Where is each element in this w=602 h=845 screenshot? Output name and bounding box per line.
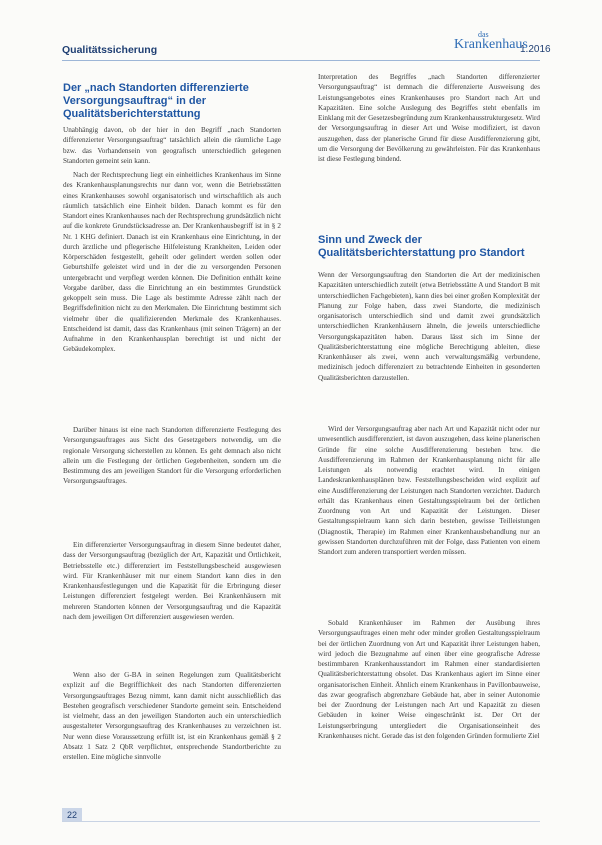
body-paragraph: Sobald Krankenhäuser im Rahmen der Ausübung ihres Versorgungsauftrages einen mehr oder minder großen Gestaltungsspielraum bei der örtlichen Zuordnung von Art und Kapazität ihrer Leistungen haben, wird jedoch die Bezugnahme auf einen über eine geografische Adresse bestimmbaren Krankenhausstandort im Rahmen einer standardisierten Qualitätsberichterstattung obsolet. Das Krankenhaus agiert im Sinne einer organisatorischen Einheit. Ähnlich einem Krankenhaus in Pavillonbauweise, das zwar geografisch abgrenzbare Gebäude hat, aber in seiner Autonomie bei der Zuordnung der Leistungen nach Art und Kapazität zu diesen Gebäuden in keiner Weise eingeschränkt ist. Der Ort der Leistungserbringung untergliedert die Organisationseinheit des Krankenhauses nicht. Gerade das ist den folgenden Gründen formulierte Ziel xyxy=(318,619,540,740)
header-divider xyxy=(62,60,540,61)
article-heading-2: Sinn und Zweck der Qualitätsberichterstattung pro Standort xyxy=(318,234,525,259)
issue-number: 1.2016 xyxy=(520,44,551,55)
body-paragraph: Wird der Versorgungsauftrag aber nach Art und Kapazität nicht oder nur unwesentlich ausdifferenziert, ist davon auszugehen, dass keine planerischen Gründe für eine solche Ausdifferenzierung bestehen bzw. die Ausdifferenzierung im Rahmen der Krankenhausplanung nicht für alle Leistungen als notwendig erachtet wird. In einigen Landeskrankenhausplänen bzw. Feststellungsbescheiden wird explizit auf eine Ausdifferenzierung der Leistungen nach Standorten verzichtet. Dadurch erhält das Krankenhaus einen Gestaltungsspielraum bei der örtlichen Zuordnung von Art und Kapazität der Leistungen. Dieser Gestaltungsspielraum kann sich darin bestehen, gewisse Teilleistungen (Diagnostik, Therapie) im Rahmen einer Krankenhausbehandlung nur an gewissen Standorten durchzuführen mit der Folge, dass Patienten von einem Standort zum anderen transportiert werden müssen. xyxy=(318,425,540,556)
logo-top-text: das xyxy=(478,30,489,39)
body-paragraph: Interpretation des Begriffes „nach Standorten differenzierter Versorgungsauftrag“ ist demnach die differenzierte Ausweisung des Leistungsangebotes eines Krankenhauses pro Standort nach Art und Kapazitäten. Eine solche Auslegung des Begriffes steht ebenfalls im Einklang mit der Gesetzesbegründung zum Krankenhausstrukturgesetz. Wird der Versorgungsauftrag in dieser Art und Weise modifiziert, ist davon auszugehen, dass der planerische Grund für diese Ausdifferenzierung gibt, um die Versorgung der Bevölkerung zu gewährleisten. Für das Krankenhaus ist diese Festlegung bindend. xyxy=(318,73,540,163)
body-paragraph: Ein differenzierter Versorgungsauftrag in diesem Sinne bedeutet daher, dass der Versorgungsauftrag (bezüglich der Art, Kapazität und Örtlichkeit, Betriebsstelle etc.) differenziert im Feststellungsbescheid ausgewiesen wird. Für Krankenhäuser mit nur einem Standort kann dies in den Krankenhausfestlegungen und die Kapazität für die Erbringung dieser Leistungen differenziert festgelegt werden. Bei Krankenhäusern mit mehreren Standorten können der Versorgungsauftrag und die Kapazität nach dem jeweiligen Ort differenziert ausgewiesen werden. xyxy=(63,541,281,621)
body-paragraph: Darüber hinaus ist eine nach Standorten differenzierte Festlegung des Versorgungsauftrages aus Sicht des Gesetzgebers notwendig, um die regionale Versorgung sicherstellen zu können. Es geht demnach also nicht allein um die Festlegung der örtlichen Gegebenheiten, sondern um die Bestimmung des am jeweiligen Standort für die Versorgung erforderlichen Versorgungsauftrages. xyxy=(63,426,281,486)
page-number: 22 xyxy=(62,808,82,822)
article-heading-1: Der „nach Standorten differenzierte Versorgungsauftrag“ in der Qualitätsberichterstattung xyxy=(63,82,249,120)
footer-divider xyxy=(62,821,540,822)
logo-main-text: Krankenhaus xyxy=(454,37,528,52)
body-paragraph: Nach der Rechtsprechung liegt ein einheitliches Krankenhaus im Sinne des Krankenhausplanungsrechts nur dann vor, wenn die Betriebsstätten eines Krankenhauses sowohl organisatorisch und wirtschaftlich als auch räumlich tatsächlich eine Einheit bilden. Danach kommt es für den Standort eines Krankenhauses nach der Rechtsprechung grundsätzlich nicht auf die konkrete Grundstücksadresse an. Der Krankenhausbegriff ist in § 2 Nr. 1 KHG definiert. Danach ist ein Krankenhaus eine Einrichtung, in der durch ärztliche und pflegerische Hilfeleistung Krankheiten, Leiden oder Körperschäden festgestellt, geheilt oder gelindert werden sollen oder Geburtshilfe geleistet wird und in der die zu versorgenden Personen untergebracht und verpflegt werden können. Die Definition enthält keine Vorgabe darüber, dass die Einrichtung an ein bestimmtes Grundstück gekoppelt sein muss. Die Lage als bestimmte Adresse zählt nach der Begriffsdefinition nicht zu den Merkmalen. Die Einrichtung bestimmt sich vielmehr über die qualifizierenden Merkmale des Krankenhauses. Entscheidend ist damit, dass das Krankenhaus (mit seinen Trägern) an der Aufnahme in den Krankenhausplan berechtigt ist und nicht der Gebäudekomplex. xyxy=(63,171,281,354)
body-paragraph: Wenn der Versorgungsauftrag den Standorten die Art der medizinischen Kapazitäten unterschiedlich zuteilt (etwa Betriebsstätte A und Standort B mit unterschiedlichen Fachgebieten), kann dies bei einer großen Komplexität der Planung zur Folge haben, dass zwei Standorte, die medizinisch organisatorisch unterschiedlich sind und damit zwei grundsätzlich unterschiedlichen Krankenhäusern ähneln, die jeweils unterschiedliche Versorgungskapazitäten haben. Daraus lässt sich im Sinne der Qualitätsberichterstattung eine mögliche Berechtigung ableiten, diese Krankenhäuser als zwei, wenn auch verwaltungsmäßig verbundene, medizinisch jedoch differenziert zu betrachtende Einheiten in gesonderten Qualitätsberichten darzustellen. xyxy=(318,271,540,382)
section-title: Qualitätssicherung xyxy=(62,44,158,56)
body-paragraph: Wenn also der G-BA in seinen Regelungen zum Qualitätsbericht explizit auf die Begrifflichkeit des nach Standorten differenzierten Versorgungsauftrages Bezug nimmt, kann damit nicht ausschließlich das Bestehen geografisch verschiedener Standorte gemeint sein. Entscheidend ist vielmehr, dass an den jeweiligen Standorten auch ein unterschiedlich ausgestalteter Versorgungsauftrag des Krankenhauses zu verzeichnen ist. Nur wenn diese Voraussetzung erfüllt ist, ist ein Krankenhaus gemäß § 2 Absatz 1 Satz 2 QbR verpflichtet, entsprechende Standortberichte zu erstellen. Eine mögliche sinnvolle xyxy=(63,671,281,761)
body-paragraph: Unabhängig davon, ob der hier in den Begriff „nach Standorten differenzierter Versorgungsauftrag“ tatsächlich allein die räumliche Lage bzw. das Vorhandensein von geografisch unterschiedlich gelegenen Standorten gemeint sein kann. xyxy=(63,126,281,165)
